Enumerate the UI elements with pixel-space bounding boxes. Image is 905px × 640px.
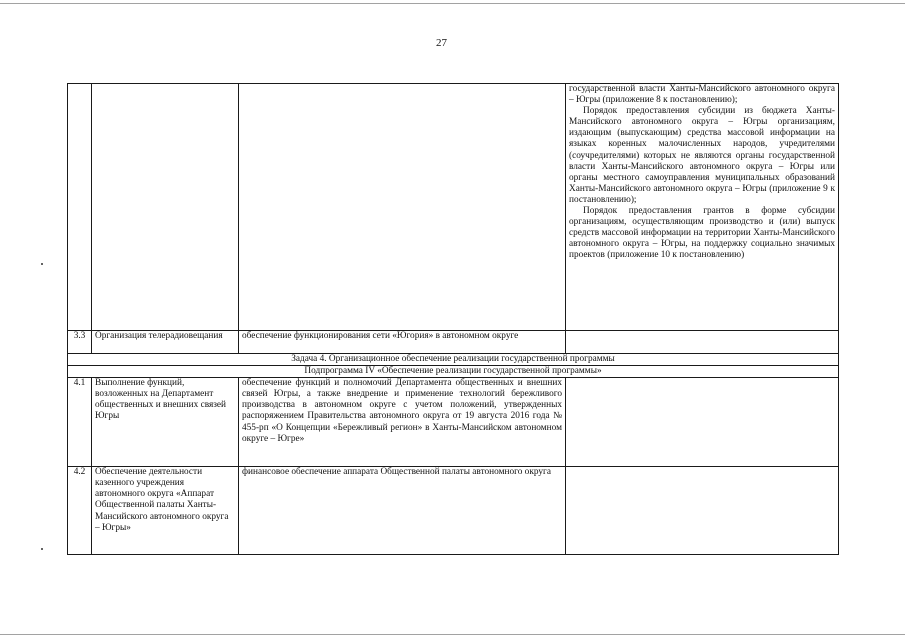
npa-paragraph: Порядок предоставления грантов в форме субсидии организациям, осуществляющим производство и (или) выпуск средств массовой информации на территории Ханты-Мансийского автономного округа – Югры, на поддержку социально значимых проектов (приложение 10 к постановлению) <box>569 206 835 261</box>
cell-direction <box>239 84 566 331</box>
cell-npa <box>566 378 839 467</box>
table-row <box>68 378 839 467</box>
subprogram-heading: Подпрограмма IV «Обеспечение реализации государственной программы» <box>68 366 839 378</box>
scan-edge-top <box>0 3 905 4</box>
table-row <box>68 331 839 354</box>
task-heading: Задача 4. Организационное обеспечение реализации государственной программы <box>68 354 839 366</box>
cell-npa <box>566 467 839 555</box>
cell-measure: Организация телерадиовещания <box>92 331 239 354</box>
margin-speck <box>41 548 43 550</box>
cell-npa <box>566 84 839 331</box>
cell-num: 4.1 <box>68 378 92 467</box>
npa-paragraph: государственной власти Ханты-Мансийского автономного округа – Югры (приложение 8 к постановлению); <box>569 84 835 106</box>
cell-num: 4.2 <box>68 467 92 555</box>
cell-num <box>68 84 92 331</box>
page-number: 27 <box>436 37 447 49</box>
npa-paragraph: Порядок предоставления субсидии из бюджета Ханты-Мансийского автономного округа – Югры организациям, издающим (выпускающим) средства массовой информации на языках коренных малочисленных народов, учредителями (соучредителями) которых не являются органы государственной власти Ханты-Мансийского автономного округа – Югры или органы местного самоуправления муниципальных образований Ханты-Мансийского автономного округа – Югры (приложение 9 к постановлению); <box>569 106 835 205</box>
cell-direction: финансовое обеспечение аппарата Общественной палаты автономного округа <box>239 467 566 555</box>
cell-measure: Обеспечение деятельности казенного учреждения автономного округа «Аппарат Общественной палаты Ханты-Мансийского автономного округа – Югры» <box>92 467 239 555</box>
cell-measure: Выполнение функций, возложенных на Департамент общественных и внешних связей Югры <box>92 378 239 467</box>
table-row <box>68 467 839 555</box>
table-row-continuation <box>68 84 839 331</box>
table-row-subprogram <box>68 366 839 378</box>
cell-measure <box>92 84 239 331</box>
cell-direction: обеспечение функций и полномочий Департамента общественных и внешних связей Югры, а также внедрение и применение технологий бережливого производства в автономном округе с учетом положений, утвержденных распоряжением Правительства автономного округа от 19 августа 2016 года № 455-рп «О Концепции «Бережливый регион» в Ханты-Мансийском автономном округе – Югре» <box>239 378 566 467</box>
cell-direction: обеспечение функционирования сети «Югория» в автономном округе <box>239 331 566 354</box>
program-table <box>67 83 839 555</box>
margin-speck <box>41 263 43 265</box>
scan-edge-bottom <box>0 634 905 635</box>
table-row-task <box>68 354 839 366</box>
cell-num: 3.3 <box>68 331 92 354</box>
cell-npa <box>566 331 839 354</box>
